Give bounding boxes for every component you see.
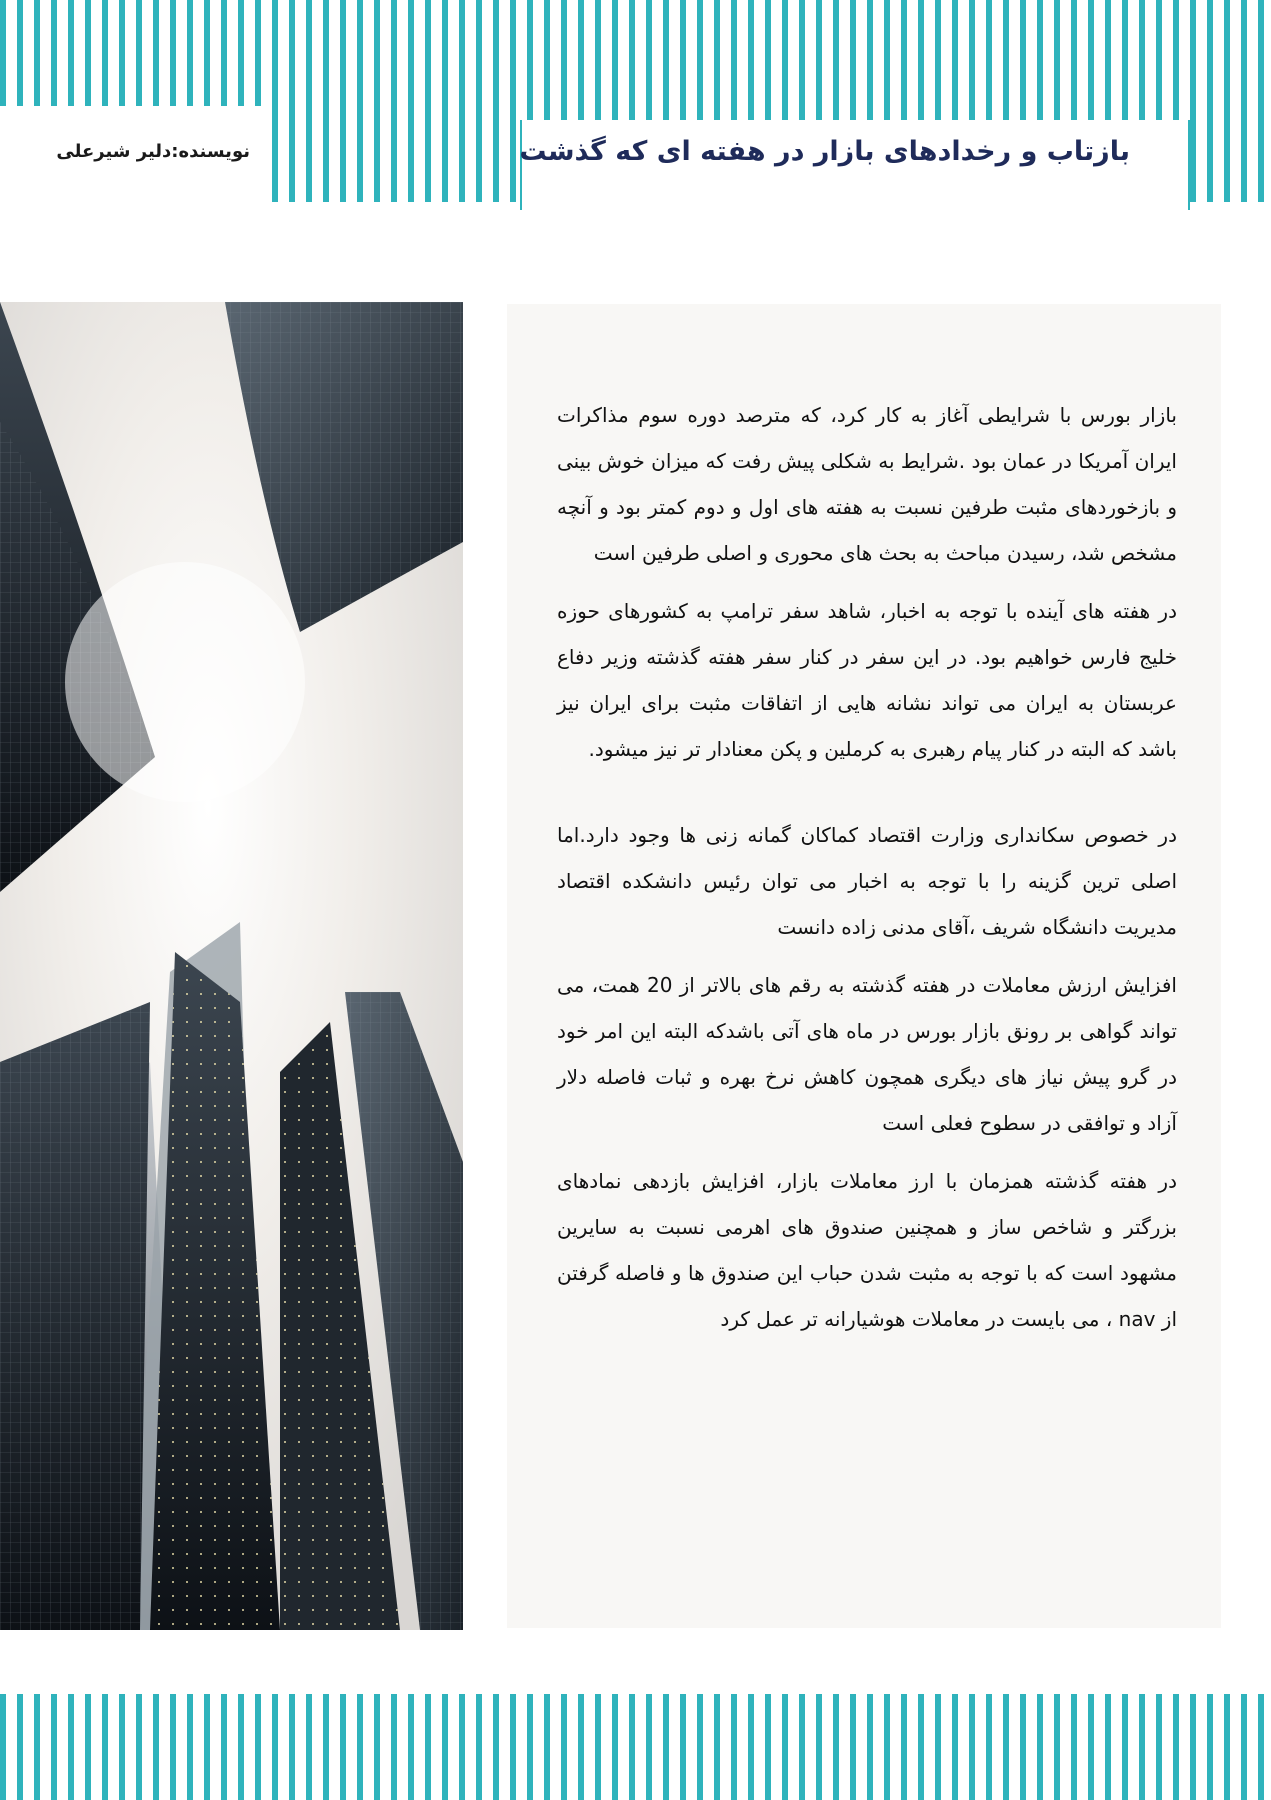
paragraph-3: در خصوص سکانداری وزارت اقتصاد کماکان گمانه زنی ها وجود دارد.اما اصلی ترین گزینه را با توجه به اخبار می توان رئیس دانشکده اقتصاد مدیریت دانشگاه شریف ،آقای مدنی زاده دانست [557,823,1177,939]
skyscraper-photo [0,302,463,1630]
paragraph-4: افزایش ارزش معاملات در هفته گذشته به رقم های بالاتر از 20 همت، می تواند گواهی بر رونق بازار بورس در ماه های آتی باشدکه البته این امر خود در گرو پیش نیاز های دیگری همچون کاهش نرخ بهره و ثبات فاصله دلار آزاد و توافقی در سطوح فعلی است [557,973,1177,1135]
article-panel [507,304,1221,1628]
page-title: بازتاب و رخدادهای بازار در هفته ای که گذشت [519,136,1130,167]
article-body [557,392,1177,1354]
paragraph-1: بازار بورس با شرایطی آغاز به کار کرد، که مترصد دوره سوم مذاکرات ایران آمریکا در عمان بود .شرایط به شکلی پیش رفت که میزان خوش بینی و بازخوردهای مثبت طرفین نسبت به هفته های اول و دوم کمتر بود و آنچه مشخص شد، رسیدن مباحث به بحث های محوری و اصلی طرفین است [557,403,1177,565]
author-byline: نویسنده:دلیر شیرعلی [56,141,250,162]
paragraph-2: در هفته های آینده با توجه به اخبار، شاهد سفر ترامپ به کشورهای حوزه خلیج فارس خواهیم بود. در این سفر در کنار سفر هفته گذشته وزیر دفاع عربستان به ایران می تواند نشانه هایی از اتفاقات مثبت برای ایران نیز باشد که البته در کنار پیام رهبری به کرملین و پکن معنادار تر نیز میشود. [557,599,1177,761]
bottom-stripe-band [0,1694,1271,1800]
paragraph-5: در هفته گذشته همزمان با ارز معاملات بازار، افزایش بازدهی نمادهای بزرگتر و شاخص ساز و همچنین صندوق های اهرمی نسبت به سایرین مشهود است که با توجه به مثبت شدن حباب این صندوق ها و فاصله گرفتن از nav ، می بایست در معاملات هوشیارانه تر عمل کرد [557,1169,1177,1331]
